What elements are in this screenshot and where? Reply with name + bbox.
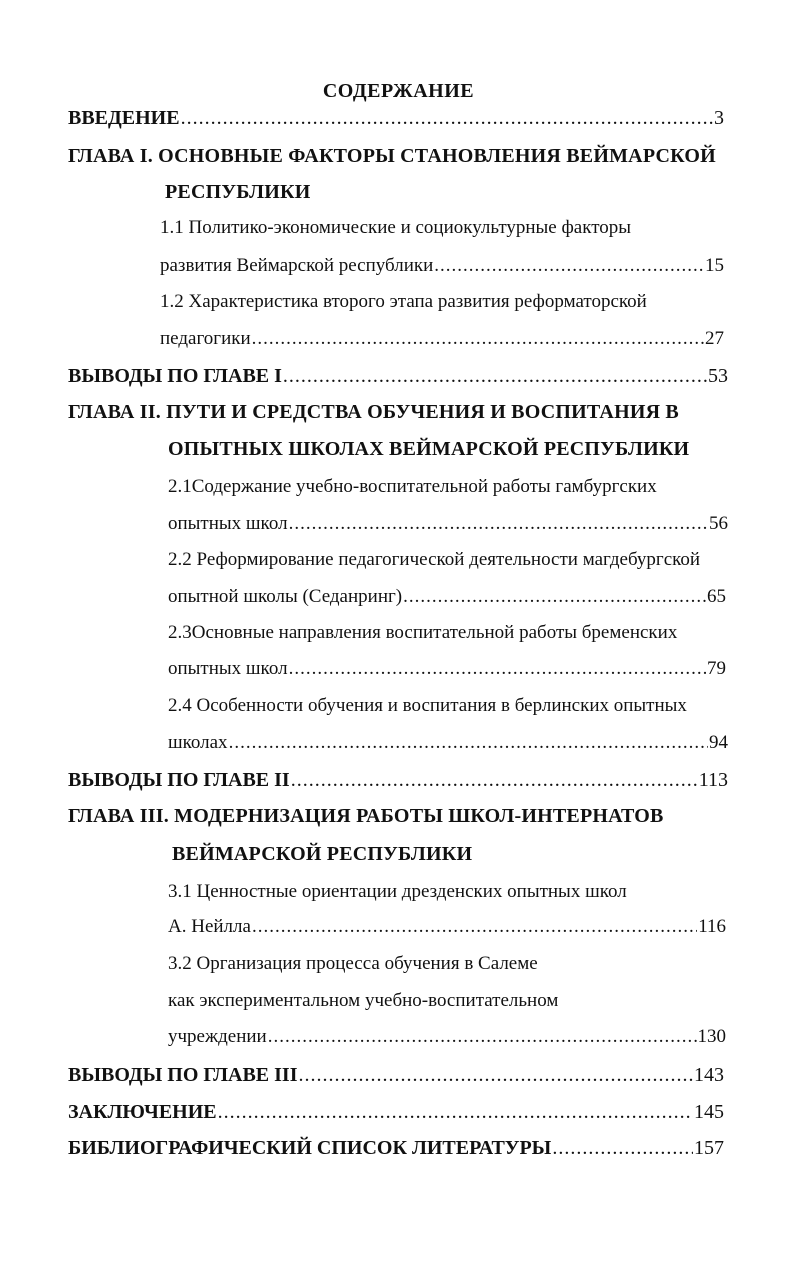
section-title-line: 1.2 Характеристика второго этапа развития реформаторской <box>160 291 647 312</box>
chapter-2-heading-cont <box>168 437 689 461</box>
toc-entry-label: опытных школ <box>168 658 288 679</box>
toc-entry-label: педагогики <box>160 328 251 349</box>
toc-entry-section-2-3[interactable] <box>168 657 726 681</box>
dot-leader <box>291 768 698 792</box>
section-2-4-title <box>168 694 687 718</box>
dot-leader <box>229 731 708 755</box>
section-title-line: 1.1 Политико-экономические и социокультурные факторы <box>160 217 632 238</box>
dot-leader <box>403 585 706 609</box>
dot-leader <box>289 657 706 681</box>
toc-entry-label: опытной школы (Седанринг) <box>168 586 403 607</box>
section-title-line: 3.2 Организация процесса обучения в Салеме <box>168 953 538 974</box>
section-2-2-title <box>168 548 700 572</box>
page-title: СОДЕРЖАНИЕ <box>322 80 475 102</box>
chapter-3-heading-cont <box>172 842 472 866</box>
toc-entry-section-2-4[interactable] <box>168 731 728 755</box>
section-3-2-title-cont <box>168 989 558 1013</box>
section-title-line: как экспериментальном учебно-воспитательном <box>168 990 559 1011</box>
toc-entry-label: опытных школ <box>168 513 288 534</box>
toc-entry-introduction[interactable] <box>68 106 724 130</box>
toc-entry-section-2-2[interactable] <box>168 585 726 609</box>
dot-leader <box>268 1025 697 1049</box>
dot-leader <box>283 364 707 388</box>
toc-page-number: 15 <box>705 255 724 276</box>
toc-page-number: 79 <box>707 658 726 679</box>
section-title-line: 2.1Содержание учебно-воспитательной работы гамбургских <box>168 476 657 497</box>
dot-leader <box>289 512 708 536</box>
dot-leader <box>181 106 713 130</box>
dot-leader <box>252 327 704 351</box>
chapter-3-heading[interactable] <box>68 804 664 828</box>
toc-entry-label: учреждении <box>168 1026 267 1047</box>
chapter-heading-line: ОПЫТНЫХ ШКОЛАХ ВЕЙМАРСКОЙ РЕСПУБЛИКИ <box>168 438 690 460</box>
section-1-1-title <box>160 216 631 240</box>
toc-entry-conclusions-3[interactable] <box>68 1063 724 1087</box>
section-2-3-title <box>168 621 677 645</box>
chapter-heading-line: ВЕЙМАРСКОЙ РЕСПУБЛИКИ <box>172 843 473 865</box>
toc-page-number: 157 <box>694 1137 724 1159</box>
toc-page-number: 113 <box>698 769 728 791</box>
toc-entry-section-1-2[interactable] <box>160 327 724 351</box>
chapter-1-heading-cont <box>165 180 310 204</box>
toc-entry-label: ВЫВОДЫ ПО ГЛАВЕ I <box>68 365 282 387</box>
toc-entry-conclusions-2[interactable] <box>68 768 728 792</box>
dot-leader <box>298 1063 693 1087</box>
chapter-heading-line: ГЛАВА III. МОДЕРНИЗАЦИЯ РАБОТЫ ШКОЛ-ИНТЕРНАТОВ <box>68 805 664 827</box>
toc-entry-label: А. Нейлла <box>168 916 251 937</box>
dot-leader <box>434 254 704 278</box>
toc-page-number: 3 <box>714 107 724 129</box>
chapter-heading-line: РЕСПУБЛИКИ <box>165 181 311 203</box>
toc-entry-label: БИБЛИОГРАФИЧЕСКИЙ СПИСОК ЛИТЕРАТУРЫ <box>68 1137 552 1159</box>
toc-entry-label: развития Веймарской республики <box>160 255 434 276</box>
toc-entry-section-2-1[interactable] <box>168 512 728 536</box>
toc-entry-label: ВВЕДЕНИЕ <box>68 107 180 129</box>
toc-entry-bibliography[interactable] <box>68 1136 724 1160</box>
toc-page-number: 145 <box>694 1101 724 1123</box>
toc-entry-conclusion[interactable] <box>68 1100 724 1124</box>
toc-page-number: 116 <box>698 916 726 937</box>
chapter-heading-line: ГЛАВА II. ПУТИ И СРЕДСТВА ОБУЧЕНИЯ И ВОСПИТАНИЯ В <box>68 401 679 423</box>
section-title-line: 2.3Основные направления воспитательной работы бременских <box>168 622 678 643</box>
toc-page-number: 27 <box>705 328 724 349</box>
toc-entry-label: ЗАКЛЮЧЕНИЕ <box>68 1101 217 1123</box>
toc-entry-section-1-1[interactable] <box>160 254 724 278</box>
toc-page-number: 130 <box>697 1026 726 1047</box>
toc-entry-section-3-2[interactable] <box>168 1025 726 1049</box>
section-3-2-title <box>168 952 538 976</box>
section-title-line: 3.1 Ценностные ориентации дрезденских опытных школ <box>168 881 627 902</box>
toc-entry-label: ВЫВОДЫ ПО ГЛАВЕ III <box>68 1064 298 1086</box>
section-2-1-title <box>168 475 657 499</box>
chapter-heading-line: ГЛАВА I. ОСНОВНЫЕ ФАКТОРЫ СТАНОВЛЕНИЯ ВЕЙМАРСКОЙ <box>68 145 716 167</box>
chapter-2-heading[interactable] <box>68 400 679 424</box>
toc-page-number: 53 <box>708 365 728 387</box>
toc-page-number: 94 <box>709 732 728 753</box>
section-title-line: 2.2 Реформирование педагогической деятельности магдебургской <box>168 549 701 570</box>
section-1-2-title <box>160 290 647 314</box>
toc-page-number: 65 <box>707 586 726 607</box>
dot-leader <box>552 1136 693 1160</box>
toc-page-number: 143 <box>694 1064 724 1086</box>
chapter-1-heading[interactable] <box>68 144 716 168</box>
toc-entry-section-3-1[interactable] <box>168 915 726 939</box>
section-title-line: 2.4 Особенности обучения и воспитания в берлинских опытных <box>168 695 687 716</box>
dot-leader <box>252 915 697 939</box>
toc-entry-label: ВЫВОДЫ ПО ГЛАВЕ II <box>68 769 290 791</box>
toc-page-number: 56 <box>709 513 728 534</box>
toc-entry-label: школах <box>168 732 228 753</box>
dot-leader <box>218 1100 693 1124</box>
section-3-1-title <box>168 880 627 904</box>
toc-entry-conclusions-1[interactable] <box>68 364 728 388</box>
